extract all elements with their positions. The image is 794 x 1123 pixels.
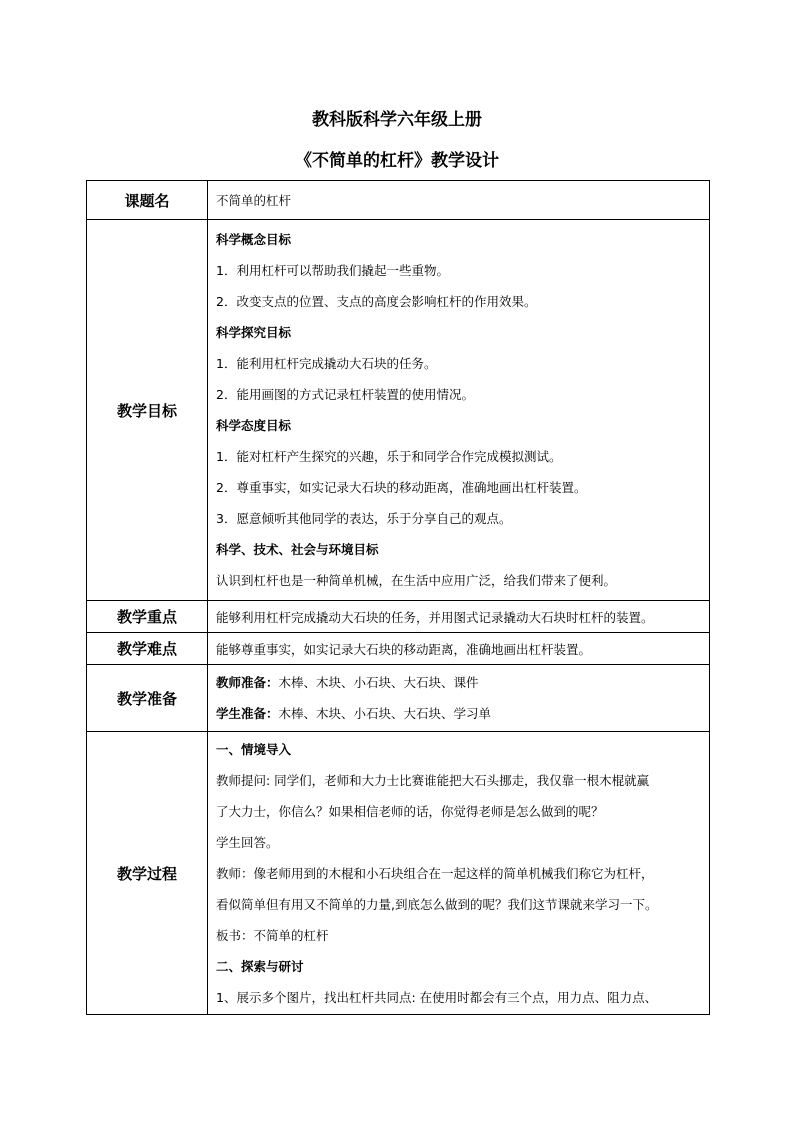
objective-item: 1．能利用杠杆完成撬动大石块的任务。 xyxy=(216,356,437,371)
objectives-label: 教学目标 xyxy=(87,220,208,601)
process-heading-explore: 二、探索与研讨 xyxy=(216,959,304,974)
objective-item: 3．愿意倾听其他同学的表达，乐于分享自己的观点。 xyxy=(216,511,512,526)
objective-item: 2．能用画图的方式记录杠杆装置的使用情况。 xyxy=(216,387,474,402)
difficulties-row xyxy=(87,633,710,665)
process-line: 看似简单但有用又不简单的力量,到底怎么做到的呢？我们这节课就来学习一下。 xyxy=(216,897,658,912)
process-line: 板书：不简单的杠杆 xyxy=(216,928,329,943)
objective-heading-concept: 科学概念目标 xyxy=(216,232,292,247)
teacher-preparation xyxy=(216,667,701,698)
preparation-label: 教学准备 xyxy=(87,665,208,732)
objective-item: 2．尊重事实，如实记录大石块的移动距离，准确地画出杠杆装置。 xyxy=(216,480,587,495)
process-line: 了大力士，你信么？如果相信老师的话，你觉得老师是怎么做到的呢？ xyxy=(216,804,604,819)
objective-heading-sts: 科学、技术、社会与环境目标 xyxy=(216,542,379,557)
document-subtitle: 《不简单的杠杆》教学设计 xyxy=(295,151,499,171)
objective-item: 1．能对杠杆产生探究的兴趣，乐于和同学合作完成模拟测试。 xyxy=(216,449,562,464)
process-heading-intro: 一、情境导入 xyxy=(216,742,292,757)
objectives-content xyxy=(208,220,710,601)
key-points-value: 能够利用杠杆完成撬动大石块的任务，并用图式记录撬动大石块时杠杆的装置。 xyxy=(208,601,710,633)
process-label: 教学过程 xyxy=(87,732,208,1015)
process-line: 教师提问: 同学们，老师和大力士比赛谁能把大石头挪走，我仅靠一根木棍就赢 xyxy=(216,773,650,788)
difficulties-label: 教学难点 xyxy=(87,633,208,665)
student-preparation xyxy=(216,698,701,729)
student-preparation-value: 木棒、木块、小石块、大石块、学习单 xyxy=(278,706,492,721)
process-row xyxy=(87,732,710,1015)
process-line: 学生回答。 xyxy=(216,835,279,850)
preparation-content xyxy=(208,665,710,732)
objective-item: 2．改变支点的位置、支点的高度会影响杠杆的作用效果。 xyxy=(216,294,537,309)
process-content xyxy=(208,732,710,1015)
key-points-label: 教学重点 xyxy=(87,601,208,633)
objective-heading-inquiry: 科学探究目标 xyxy=(216,325,292,340)
teacher-preparation-label: 教师准备： xyxy=(216,675,279,690)
lesson-plan-table xyxy=(86,180,710,1015)
process-line: 教师：像老师用到的木棍和小石块组合在一起这样的简单机械我们称它为杠杆， xyxy=(216,866,654,881)
objective-item: 1．利用杠杆可以帮助我们撬起一些重物。 xyxy=(216,263,449,278)
key-points-row xyxy=(87,601,710,633)
objective-item: 认识到杠杆也是一种简单机械，在生活中应用广泛，给我们带来了便利。 xyxy=(216,573,617,588)
document-title: 教科版科学六年级上册 xyxy=(312,110,482,130)
teacher-preparation-value: 木棒、木块、小石块、大石块、课件 xyxy=(278,675,479,690)
topic-value: 不简单的杠杆 xyxy=(208,181,710,220)
topic-label: 课题名 xyxy=(87,181,208,220)
student-preparation-label: 学生准备： xyxy=(216,706,279,721)
topic-row xyxy=(87,181,710,220)
process-line: 1、展示多个图片，找出杠杆共同点: 在使用时都会有三个点，用力点、阻力点、 xyxy=(216,990,658,1005)
preparation-row xyxy=(87,665,710,732)
difficulties-value: 能够尊重事实，如实记录大石块的移动距离，准确地画出杠杆装置。 xyxy=(208,633,710,665)
objectives-row xyxy=(87,220,710,601)
objective-heading-attitude: 科学态度目标 xyxy=(216,418,292,433)
